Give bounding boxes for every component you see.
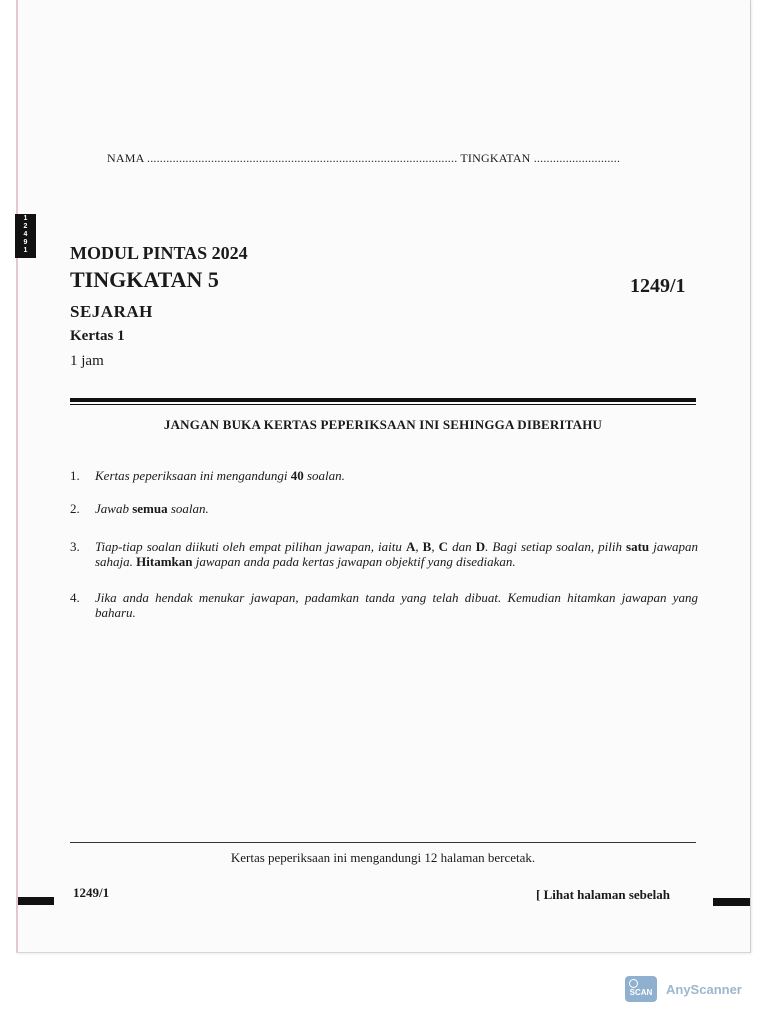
header-divider-thin [70, 404, 696, 405]
module-title: MODUL PINTAS 2024 [70, 243, 248, 263]
scan-app-icon [625, 976, 657, 1002]
instruction-emphasis: Hitamkan [136, 554, 193, 569]
instruction-segment: dan [448, 539, 476, 554]
instruction-text [95, 501, 698, 516]
footer-divider [70, 842, 696, 843]
side-code-digit: 4 [23, 231, 28, 238]
instruction-number: 2. [70, 501, 80, 516]
form-title: TINGKATAN 5 [70, 267, 219, 292]
instruction-emphasis: D [475, 539, 486, 554]
scan-badge-label: SCAN [629, 988, 653, 997]
footer-paper-code: 1249/1 [73, 885, 110, 900]
instruction-emphasis: satu [626, 539, 650, 554]
instruction-emphasis: A [405, 539, 416, 554]
instruction-segment: soalan. [303, 468, 345, 483]
instruction-text [95, 468, 698, 483]
side-code-digit: 1 [23, 247, 28, 254]
turn-page-note: [ Lihat halaman sebelah [536, 887, 670, 902]
instruction-number: 3. [70, 539, 80, 554]
header-divider-thick [70, 398, 696, 402]
page-count-note: Kertas peperiksaan ini mengandungi 12 halaman bercetak. [230, 850, 536, 865]
instruction-text [95, 590, 698, 620]
instruction-text [95, 539, 698, 569]
camera-lens-icon [629, 979, 638, 988]
form-field-label: TINGKATAN ........................... [460, 151, 621, 165]
side-code-digit: 1 [23, 215, 28, 222]
instruction-emphasis: 40 [290, 468, 304, 483]
instruction-segment: , [431, 539, 439, 554]
instruction-segment: Tiap-tiap soalan diikuti oleh empat pilihan jawapan, iaitu [95, 539, 406, 554]
instruction-segment: , [415, 539, 423, 554]
instruction-segment: Kertas peperiksaan ini mengandungi [95, 468, 291, 483]
instruction-segment: jawapan sahaja. [95, 539, 699, 569]
instruction-emphasis: semua [132, 501, 168, 516]
registration-mark-right [713, 898, 750, 906]
instruction-segment: Jika anda hendak menukar jawapan, padamkan tanda yang telah dibuat. Kemudian hitamkan jawapan yang baharu. [95, 590, 698, 620]
do-not-open-warning: JANGAN BUKA KERTAS PEPERIKSAAN INI SEHINGGA DIBERITAHU [163, 417, 603, 432]
side-code-digit: 2 [23, 223, 28, 230]
instruction-emphasis: C [438, 539, 449, 554]
name-form-row [107, 151, 667, 166]
instruction-segment: soalan. [167, 501, 209, 516]
instruction-segment: Jawab [95, 501, 133, 516]
side-code-tab [15, 214, 36, 258]
instruction-number: 1. [70, 468, 80, 483]
paper-edge [16, 0, 18, 952]
registration-mark-left [18, 897, 54, 905]
paper-code: 1249/1 [630, 275, 686, 297]
side-code-digit: 9 [23, 239, 28, 246]
instruction-segment: . Bagi setiap soalan, pilih [485, 539, 627, 554]
name-field-label: NAMA ................................................................................................. [107, 151, 458, 165]
instruction-number: 4. [70, 590, 80, 605]
exam-duration: 1 jam [70, 353, 104, 369]
paper-number: Kertas 1 [70, 328, 125, 344]
instruction-emphasis: B [422, 539, 432, 554]
scanner-watermark-text: AnyScanner [666, 982, 742, 997]
instruction-segment: jawapan anda pada kertas jawapan objektif yang disediakan. [192, 554, 516, 569]
subject-title: SEJARAH [70, 302, 153, 321]
